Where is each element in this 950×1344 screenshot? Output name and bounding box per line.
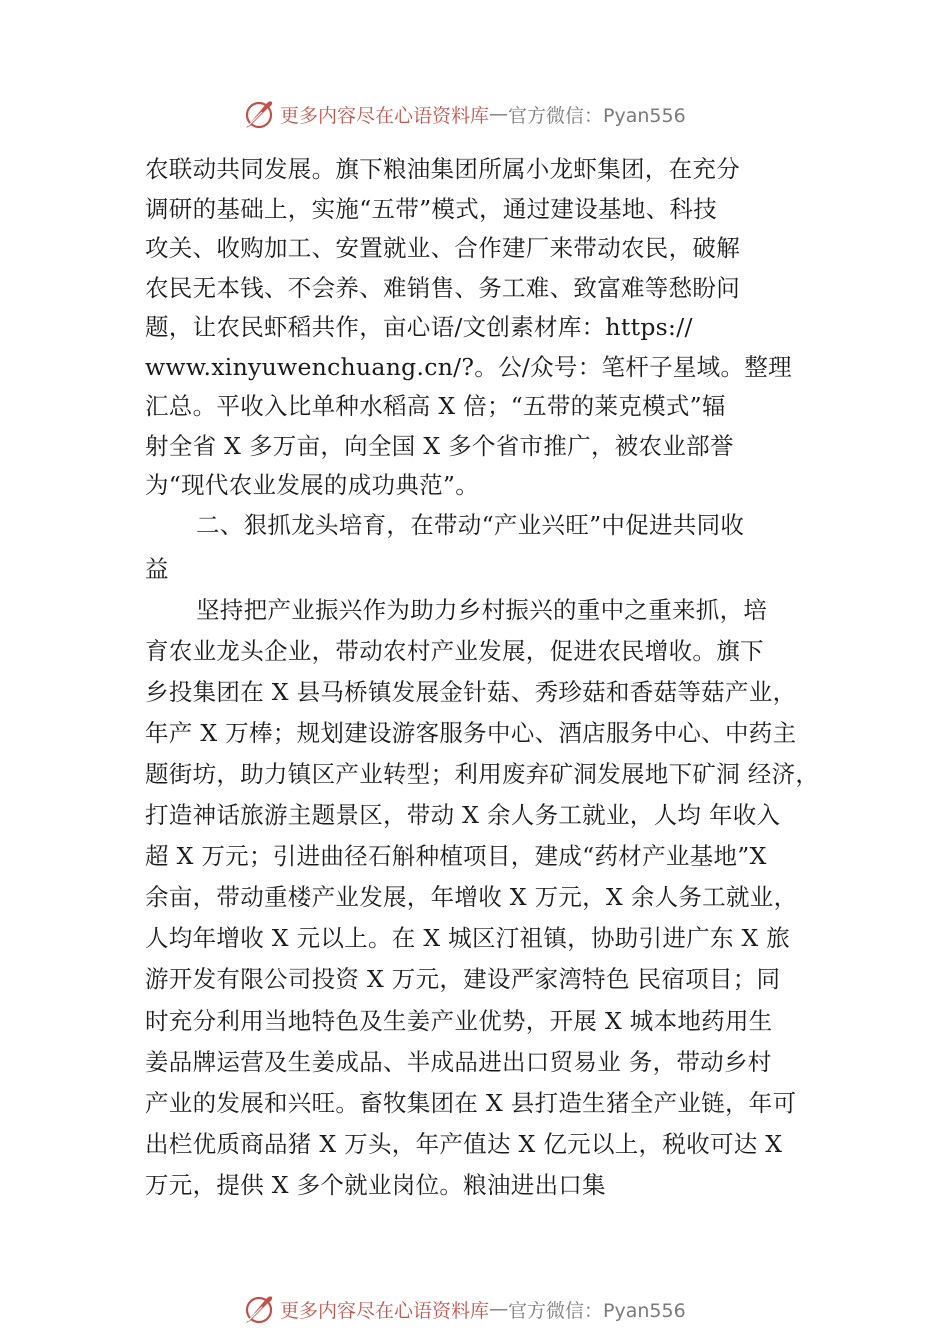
text-line: 时充分利用当地特色及生姜产业优势，开展 X 城本地药用生	[145, 1007, 773, 1035]
text-line: 人均年增收 X 元以上。在 X 城区汀祖镇，协助引进广东 X 旅	[145, 924, 791, 952]
text-line: 万元，提供 X 多个就业岗位。粮油进出口集	[145, 1171, 606, 1199]
text-line: 调研的基础上，实施“五带”模式，通过建设基地、科技	[145, 195, 718, 223]
text-line: 超 X 万元；引进曲径石斛种植项目，建成“药材产业基地”X	[145, 842, 767, 870]
text-line: 游开发有限公司投资 X 万元，建设严家湾特色 民宿项目；同	[145, 965, 781, 993]
text-line: www.xinyuwenchuang.cn/?。公/众号：笔杆子星域。整理	[145, 353, 792, 381]
banner-title: 更多内容尽在心语资料库	[280, 1299, 490, 1322]
text-line: 余亩，带动重楼产业发展，年增收 X 万元，X 余人务工就业，	[145, 883, 798, 911]
text-line: 农民无本钱、不会养、难销售、务工难、致富难等愁盼问	[145, 274, 740, 302]
text-line: 题街坊，助力镇区产业转型；利用废弃矿洞发展地下矿洞 经济，	[145, 760, 820, 788]
banner-wechat: 官方微信：Pyan556	[508, 104, 686, 127]
text-line: 坚持把产业振兴作为助力乡村振兴的重中之重来抓，培	[196, 596, 768, 624]
text-line: 题，让农民虾稻共作，亩心语/文创素材库：https://	[145, 313, 693, 341]
text-line: 出栏优质商品猪 X 万头，年产值达 X 亿元以上，税收可达 X	[145, 1130, 783, 1158]
banner-dash: —	[489, 103, 509, 125]
banner-wechat: 官方微信：Pyan556	[508, 1299, 686, 1322]
text-line: 打造神话旅游主题景区，带动 X 余人务工就业，人均 年收入	[145, 801, 781, 829]
text-line: 为“现代农业发展的成功典范”。	[145, 471, 480, 499]
header-watermark-banner	[240, 96, 686, 132]
text-line: 攻关、收购加工、安置就业、合作建厂来带动农民，破解	[145, 234, 740, 262]
text-line: 产业的发展和兴旺。畜牧集团在 X 县打造生猪全产业链，年可	[145, 1089, 797, 1117]
banner-dash: —	[489, 1298, 509, 1320]
text-line: 汇总。平收入比单种水稻高 X 倍；“五带的莱克模式”辐	[145, 392, 726, 420]
heading-line: 益	[145, 555, 169, 583]
text-line: 育农业龙头企业，带动农村产业发展，促进农民增收。旗下	[145, 637, 764, 665]
banner-title: 更多内容尽在心语资料库	[280, 104, 490, 127]
text-line: 乡投集团在 X 县马桥镇发展金针菇、秀珍菇和香菇等菇产业，	[145, 678, 797, 706]
text-line: 农联动共同发展。旗下粮油集团所属小龙虾集团，在充分	[145, 155, 740, 183]
text-line: 年产 X 万棒；规划建设游客服务中心、酒店服务中心、中药主	[145, 719, 797, 747]
footer-watermark-banner	[240, 1291, 686, 1327]
quill-logo-icon	[240, 96, 276, 132]
heading-line: 二、狠抓龙头培育，在带动“产业兴旺”中促进共同收	[196, 511, 745, 539]
text-line: 射全省 X 多万亩，向全国 X 多个省市推广，被农业部誉	[145, 432, 734, 460]
text-line: 姜品牌运营及生姜成品、半成品进出口贸易业 务，带动乡村	[145, 1048, 772, 1076]
quill-logo-icon	[240, 1291, 276, 1327]
